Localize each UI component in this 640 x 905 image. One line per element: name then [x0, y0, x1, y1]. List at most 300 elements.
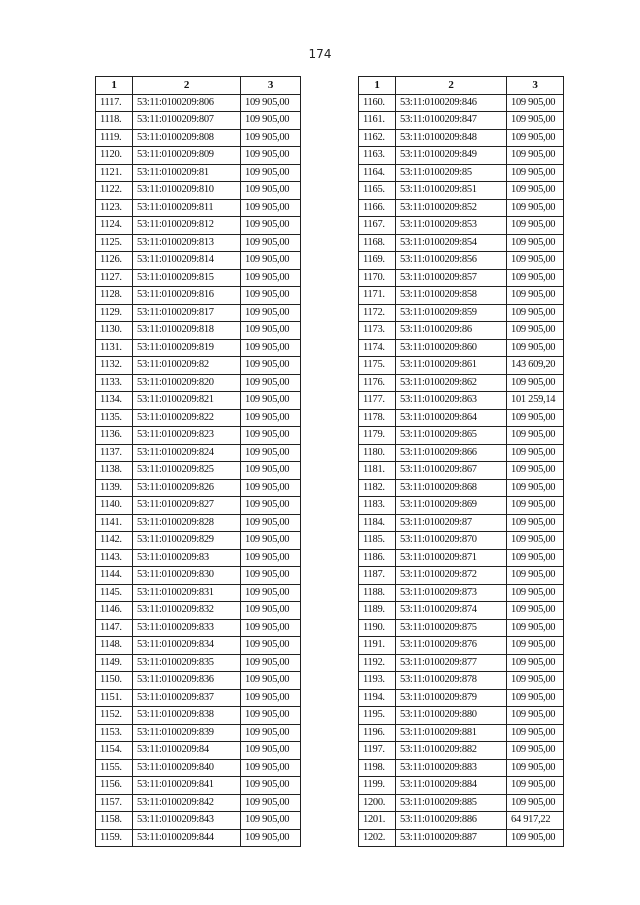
page-number: 174: [308, 47, 332, 61]
cadastral-number: 53:11:0100209:844: [133, 829, 241, 847]
cadastral-number: 53:11:0100209:835: [133, 654, 241, 672]
cadastral-number: 53:11:0100209:86: [396, 322, 507, 340]
cadastral-value: 109 905,00: [241, 654, 301, 672]
cadastral-value: 109 905,00: [241, 724, 301, 742]
cadastral-value: 109 905,00: [507, 304, 564, 322]
cadastral-value: 109 905,00: [507, 584, 564, 602]
cadastral-value: 109 905,00: [507, 532, 564, 550]
row-number: 1135.: [96, 409, 133, 427]
table-row: [96, 812, 301, 830]
cadastral-number: 53:11:0100209:820: [133, 374, 241, 392]
cadastral-value: 109 905,00: [507, 549, 564, 567]
row-number: 1196.: [359, 724, 396, 742]
cadastral-number: 53:11:0100209:880: [396, 707, 507, 725]
row-number: 1173.: [359, 322, 396, 340]
row-number: 1191.: [359, 637, 396, 655]
cadastral-value: 109 905,00: [241, 147, 301, 165]
table-row: [359, 444, 564, 462]
cadastral-number: 53:11:0100209:887: [396, 829, 507, 847]
cadastral-value: 109 905,00: [507, 409, 564, 427]
cadastral-value: 109 905,00: [507, 182, 564, 200]
cadastral-number: 53:11:0100209:867: [396, 462, 507, 480]
row-number: 1195.: [359, 707, 396, 725]
cadastral-number: 53:11:0100209:824: [133, 444, 241, 462]
cadastral-value: 109 905,00: [507, 427, 564, 445]
cadastral-value: 109 905,00: [241, 322, 301, 340]
table-row: [96, 234, 301, 252]
cadastral-value: 109 905,00: [507, 619, 564, 637]
cadastral-value: 109 905,00: [507, 707, 564, 725]
table-body-left: [96, 94, 301, 847]
row-number: 1176.: [359, 374, 396, 392]
cadastral-value: 109 905,00: [507, 602, 564, 620]
row-number: 1187.: [359, 567, 396, 585]
cadastral-value: 109 905,00: [507, 689, 564, 707]
row-number: 1198.: [359, 759, 396, 777]
table-header-row: [96, 77, 301, 95]
cadastral-value: 109 905,00: [507, 462, 564, 480]
table-row: [96, 287, 301, 305]
table-row: [96, 339, 301, 357]
table-row: [96, 689, 301, 707]
table-row: [96, 112, 301, 130]
table-row: [96, 672, 301, 690]
row-number: 1185.: [359, 532, 396, 550]
cadastral-value: 109 905,00: [241, 234, 301, 252]
cadastral-number: 53:11:0100209:808: [133, 129, 241, 147]
row-number: 1121.: [96, 164, 133, 182]
cadastral-number: 53:11:0100209:885: [396, 794, 507, 812]
land-register-table-left: [95, 76, 301, 847]
row-number: 1154.: [96, 742, 133, 760]
cadastral-value: 109 905,00: [241, 777, 301, 795]
cadastral-number: 53:11:0100209:876: [396, 637, 507, 655]
column-header-value: 3: [241, 77, 301, 95]
row-number: 1142.: [96, 532, 133, 550]
cadastral-number: 53:11:0100209:847: [396, 112, 507, 130]
row-number: 1192.: [359, 654, 396, 672]
cadastral-number: 53:11:0100209:826: [133, 479, 241, 497]
cadastral-number: 53:11:0100209:870: [396, 532, 507, 550]
table-row: [96, 777, 301, 795]
cadastral-number: 53:11:0100209:848: [396, 129, 507, 147]
table-row: [359, 374, 564, 392]
table-row: [96, 129, 301, 147]
table-row: [96, 147, 301, 165]
cadastral-value: 109 905,00: [241, 94, 301, 112]
cadastral-number: 53:11:0100209:846: [396, 94, 507, 112]
cadastral-number: 53:11:0100209:869: [396, 497, 507, 515]
table-row: [96, 759, 301, 777]
row-number: 1149.: [96, 654, 133, 672]
cadastral-number: 53:11:0100209:814: [133, 252, 241, 270]
cadastral-value: 109 905,00: [241, 707, 301, 725]
table-row: [359, 672, 564, 690]
row-number: 1158.: [96, 812, 133, 830]
cadastral-number: 53:11:0100209:82: [133, 357, 241, 375]
table-row: [359, 94, 564, 112]
cadastral-value: 109 905,00: [241, 794, 301, 812]
cadastral-number: 53:11:0100209:863: [396, 392, 507, 410]
table-row: [96, 584, 301, 602]
row-number: 1172.: [359, 304, 396, 322]
row-number: 1141.: [96, 514, 133, 532]
cadastral-value: 109 905,00: [241, 304, 301, 322]
row-number: 1182.: [359, 479, 396, 497]
cadastral-number: 53:11:0100209:809: [133, 147, 241, 165]
cadastral-number: 53:11:0100209:825: [133, 462, 241, 480]
table-row: [96, 444, 301, 462]
cadastral-value: 109 905,00: [241, 549, 301, 567]
cadastral-value: 109 905,00: [241, 357, 301, 375]
cadastral-number: 53:11:0100209:85: [396, 164, 507, 182]
cadastral-value: 109 905,00: [241, 269, 301, 287]
row-number: 1194.: [359, 689, 396, 707]
cadastral-number: 53:11:0100209:832: [133, 602, 241, 620]
cadastral-value: 109 905,00: [507, 287, 564, 305]
table-row: [96, 742, 301, 760]
cadastral-value: 109 905,00: [241, 567, 301, 585]
column-header-number: 1: [96, 77, 133, 95]
row-number: 1186.: [359, 549, 396, 567]
row-number: 1188.: [359, 584, 396, 602]
cadastral-number: 53:11:0100209:879: [396, 689, 507, 707]
table-row: [359, 724, 564, 742]
cadastral-value: 109 905,00: [507, 374, 564, 392]
table-row: [359, 129, 564, 147]
cadastral-value: 109 905,00: [507, 637, 564, 655]
cadastral-value: 109 905,00: [241, 199, 301, 217]
cadastral-value: 109 905,00: [241, 427, 301, 445]
table-row: [96, 707, 301, 725]
table-row: [359, 234, 564, 252]
table-row: [359, 287, 564, 305]
cadastral-value: 109 905,00: [507, 724, 564, 742]
row-number: 1138.: [96, 462, 133, 480]
table-row: [359, 462, 564, 480]
cadastral-number: 53:11:0100209:861: [396, 357, 507, 375]
row-number: 1161.: [359, 112, 396, 130]
table-row: [359, 112, 564, 130]
cadastral-number: 53:11:0100209:862: [396, 374, 507, 392]
cadastral-value: 109 905,00: [507, 147, 564, 165]
row-number: 1146.: [96, 602, 133, 620]
cadastral-value: 109 905,00: [241, 479, 301, 497]
cadastral-number: 53:11:0100209:817: [133, 304, 241, 322]
table-row: [359, 479, 564, 497]
row-number: 1170.: [359, 269, 396, 287]
row-number: 1150.: [96, 672, 133, 690]
cadastral-value: 109 905,00: [507, 339, 564, 357]
cadastral-number: 53:11:0100209:810: [133, 182, 241, 200]
cadastral-value: 109 905,00: [241, 252, 301, 270]
row-number: 1120.: [96, 147, 133, 165]
cadastral-value: 109 905,00: [241, 217, 301, 235]
cadastral-value: 109 905,00: [507, 444, 564, 462]
row-number: 1125.: [96, 234, 133, 252]
cadastral-number: 53:11:0100209:860: [396, 339, 507, 357]
cadastral-value: 109 905,00: [241, 602, 301, 620]
cadastral-value: 109 905,00: [241, 759, 301, 777]
row-number: 1129.: [96, 304, 133, 322]
cadastral-number: 53:11:0100209:865: [396, 427, 507, 445]
cadastral-value: 109 905,00: [507, 322, 564, 340]
cadastral-number: 53:11:0100209:823: [133, 427, 241, 445]
table-row: [96, 164, 301, 182]
cadastral-value: 109 905,00: [241, 619, 301, 637]
cadastral-number: 53:11:0100209:858: [396, 287, 507, 305]
row-number: 1184.: [359, 514, 396, 532]
row-number: 1163.: [359, 147, 396, 165]
cadastral-number: 53:11:0100209:827: [133, 497, 241, 515]
cadastral-value: 109 905,00: [241, 672, 301, 690]
cadastral-number: 53:11:0100209:859: [396, 304, 507, 322]
cadastral-value: 109 905,00: [241, 497, 301, 515]
cadastral-value: 109 905,00: [241, 392, 301, 410]
cadastral-value: 109 905,00: [241, 129, 301, 147]
cadastral-number: 53:11:0100209:874: [396, 602, 507, 620]
cadastral-number: 53:11:0100209:807: [133, 112, 241, 130]
cadastral-number: 53:11:0100209:851: [396, 182, 507, 200]
row-number: 1180.: [359, 444, 396, 462]
cadastral-value: 109 905,00: [507, 497, 564, 515]
cadastral-number: 53:11:0100209:837: [133, 689, 241, 707]
row-number: 1155.: [96, 759, 133, 777]
row-number: 1134.: [96, 392, 133, 410]
row-number: 1122.: [96, 182, 133, 200]
table-row: [96, 392, 301, 410]
row-number: 1152.: [96, 707, 133, 725]
table-row: [96, 94, 301, 112]
cadastral-number: 53:11:0100209:884: [396, 777, 507, 795]
row-number: 1201.: [359, 812, 396, 830]
row-number: 1178.: [359, 409, 396, 427]
row-number: 1165.: [359, 182, 396, 200]
table-row: [359, 759, 564, 777]
cadastral-number: 53:11:0100209:864: [396, 409, 507, 427]
cadastral-number: 53:11:0100209:854: [396, 234, 507, 252]
table-row: [359, 637, 564, 655]
row-number: 1137.: [96, 444, 133, 462]
cadastral-value: 109 905,00: [507, 269, 564, 287]
cadastral-value: 101 259,14: [507, 392, 564, 410]
cadastral-number: 53:11:0100209:829: [133, 532, 241, 550]
table-row: [96, 322, 301, 340]
cadastral-value: 109 905,00: [241, 829, 301, 847]
cadastral-value: 109 905,00: [241, 374, 301, 392]
cadastral-value: 109 905,00: [507, 777, 564, 795]
table-row: [96, 567, 301, 585]
row-number: 1126.: [96, 252, 133, 270]
row-number: 1167.: [359, 217, 396, 235]
cadastral-number: 53:11:0100209:842: [133, 794, 241, 812]
cadastral-value: 109 905,00: [507, 479, 564, 497]
table-row: [96, 374, 301, 392]
table-row: [96, 357, 301, 375]
table-row: [96, 199, 301, 217]
cadastral-value: 109 905,00: [241, 812, 301, 830]
row-number: 1139.: [96, 479, 133, 497]
cadastral-value: 109 905,00: [507, 234, 564, 252]
cadastral-value: 109 905,00: [241, 182, 301, 200]
row-number: 1147.: [96, 619, 133, 637]
row-number: 1202.: [359, 829, 396, 847]
cadastral-value: 143 609,20: [507, 357, 564, 375]
table-row: [359, 199, 564, 217]
cadastral-number: 53:11:0100209:83: [133, 549, 241, 567]
cadastral-number: 53:11:0100209:822: [133, 409, 241, 427]
table-row: [359, 794, 564, 812]
table-row: [96, 269, 301, 287]
row-number: 1148.: [96, 637, 133, 655]
table-row: [96, 637, 301, 655]
cadastral-value: 109 905,00: [241, 339, 301, 357]
row-number: 1118.: [96, 112, 133, 130]
table-body-right: [359, 94, 564, 847]
table-row: [359, 304, 564, 322]
table-row: [359, 689, 564, 707]
row-number: 1164.: [359, 164, 396, 182]
cadastral-number: 53:11:0100209:811: [133, 199, 241, 217]
table-row: [359, 707, 564, 725]
row-number: 1193.: [359, 672, 396, 690]
cadastral-number: 53:11:0100209:849: [396, 147, 507, 165]
row-number: 1131.: [96, 339, 133, 357]
row-number: 1127.: [96, 269, 133, 287]
table-row: [359, 269, 564, 287]
cadastral-number: 53:11:0100209:806: [133, 94, 241, 112]
cadastral-number: 53:11:0100209:821: [133, 392, 241, 410]
row-number: 1124.: [96, 217, 133, 235]
table-row: [359, 182, 564, 200]
row-number: 1153.: [96, 724, 133, 742]
cadastral-value: 109 905,00: [507, 794, 564, 812]
table-row: [96, 549, 301, 567]
row-number: 1175.: [359, 357, 396, 375]
cadastral-value: 109 905,00: [241, 742, 301, 760]
cadastral-number: 53:11:0100209:878: [396, 672, 507, 690]
cadastral-value: 109 905,00: [507, 129, 564, 147]
cadastral-number: 53:11:0100209:883: [396, 759, 507, 777]
row-number: 1162.: [359, 129, 396, 147]
row-number: 1156.: [96, 777, 133, 795]
cadastral-number: 53:11:0100209:836: [133, 672, 241, 690]
row-number: 1145.: [96, 584, 133, 602]
row-number: 1190.: [359, 619, 396, 637]
cadastral-number: 53:11:0100209:866: [396, 444, 507, 462]
cadastral-value: 109 905,00: [507, 759, 564, 777]
cadastral-number: 53:11:0100209:871: [396, 549, 507, 567]
table-row: [359, 514, 564, 532]
cadastral-number: 53:11:0100209:840: [133, 759, 241, 777]
table-row: [359, 584, 564, 602]
cadastral-number: 53:11:0100209:81: [133, 164, 241, 182]
cadastral-number: 53:11:0100209:816: [133, 287, 241, 305]
row-number: 1130.: [96, 322, 133, 340]
column-header-value: 3: [507, 77, 564, 95]
cadastral-value: 109 905,00: [507, 829, 564, 847]
cadastral-value: 109 905,00: [507, 112, 564, 130]
table-row: [359, 497, 564, 515]
row-number: 1174.: [359, 339, 396, 357]
row-number: 1171.: [359, 287, 396, 305]
row-number: 1177.: [359, 392, 396, 410]
row-number: 1119.: [96, 129, 133, 147]
column-header-cadastral: 2: [396, 77, 507, 95]
table-row: [96, 182, 301, 200]
row-number: 1160.: [359, 94, 396, 112]
column-header-number: 1: [359, 77, 396, 95]
row-number: 1181.: [359, 462, 396, 480]
table-row: [96, 619, 301, 637]
cadastral-value: 109 905,00: [507, 94, 564, 112]
cadastral-value: 109 905,00: [507, 252, 564, 270]
cadastral-number: 53:11:0100209:833: [133, 619, 241, 637]
table-row: [359, 339, 564, 357]
row-number: 1199.: [359, 777, 396, 795]
cadastral-value: 109 905,00: [507, 514, 564, 532]
row-number: 1151.: [96, 689, 133, 707]
table-row: [359, 654, 564, 672]
table-row: [96, 829, 301, 847]
row-number: 1128.: [96, 287, 133, 305]
table-row: [96, 217, 301, 235]
table-row: [359, 217, 564, 235]
table-row: [96, 304, 301, 322]
cadastral-number: 53:11:0100209:839: [133, 724, 241, 742]
row-number: 1140.: [96, 497, 133, 515]
table-row: [96, 479, 301, 497]
cadastral-number: 53:11:0100209:830: [133, 567, 241, 585]
cadastral-value: 109 905,00: [507, 567, 564, 585]
cadastral-number: 53:11:0100209:812: [133, 217, 241, 235]
table-row: [96, 252, 301, 270]
cadastral-number: 53:11:0100209:815: [133, 269, 241, 287]
cadastral-number: 53:11:0100209:841: [133, 777, 241, 795]
cadastral-value: 109 905,00: [241, 112, 301, 130]
table-row: [359, 427, 564, 445]
table-header-row: [359, 77, 564, 95]
table-row: [359, 532, 564, 550]
table-row: [96, 724, 301, 742]
row-number: 1168.: [359, 234, 396, 252]
column-header-cadastral: 2: [133, 77, 241, 95]
table-row: [96, 409, 301, 427]
cadastral-number: 53:11:0100209:856: [396, 252, 507, 270]
cadastral-number: 53:11:0100209:828: [133, 514, 241, 532]
cadastral-value: 64 917,22: [507, 812, 564, 830]
cadastral-value: 109 905,00: [241, 514, 301, 532]
cadastral-number: 53:11:0100209:838: [133, 707, 241, 725]
row-number: 1136.: [96, 427, 133, 445]
cadastral-number: 53:11:0100209:872: [396, 567, 507, 585]
table-row: [96, 602, 301, 620]
table-row: [359, 602, 564, 620]
row-number: 1189.: [359, 602, 396, 620]
row-number: 1183.: [359, 497, 396, 515]
table-row: [359, 742, 564, 760]
table-row: [96, 794, 301, 812]
cadastral-value: 109 905,00: [241, 637, 301, 655]
cadastral-number: 53:11:0100209:852: [396, 199, 507, 217]
cadastral-value: 109 905,00: [507, 164, 564, 182]
cadastral-value: 109 905,00: [241, 532, 301, 550]
row-number: 1133.: [96, 374, 133, 392]
cadastral-value: 109 905,00: [507, 199, 564, 217]
table-row: [359, 567, 564, 585]
row-number: 1157.: [96, 794, 133, 812]
table-row: [359, 777, 564, 795]
